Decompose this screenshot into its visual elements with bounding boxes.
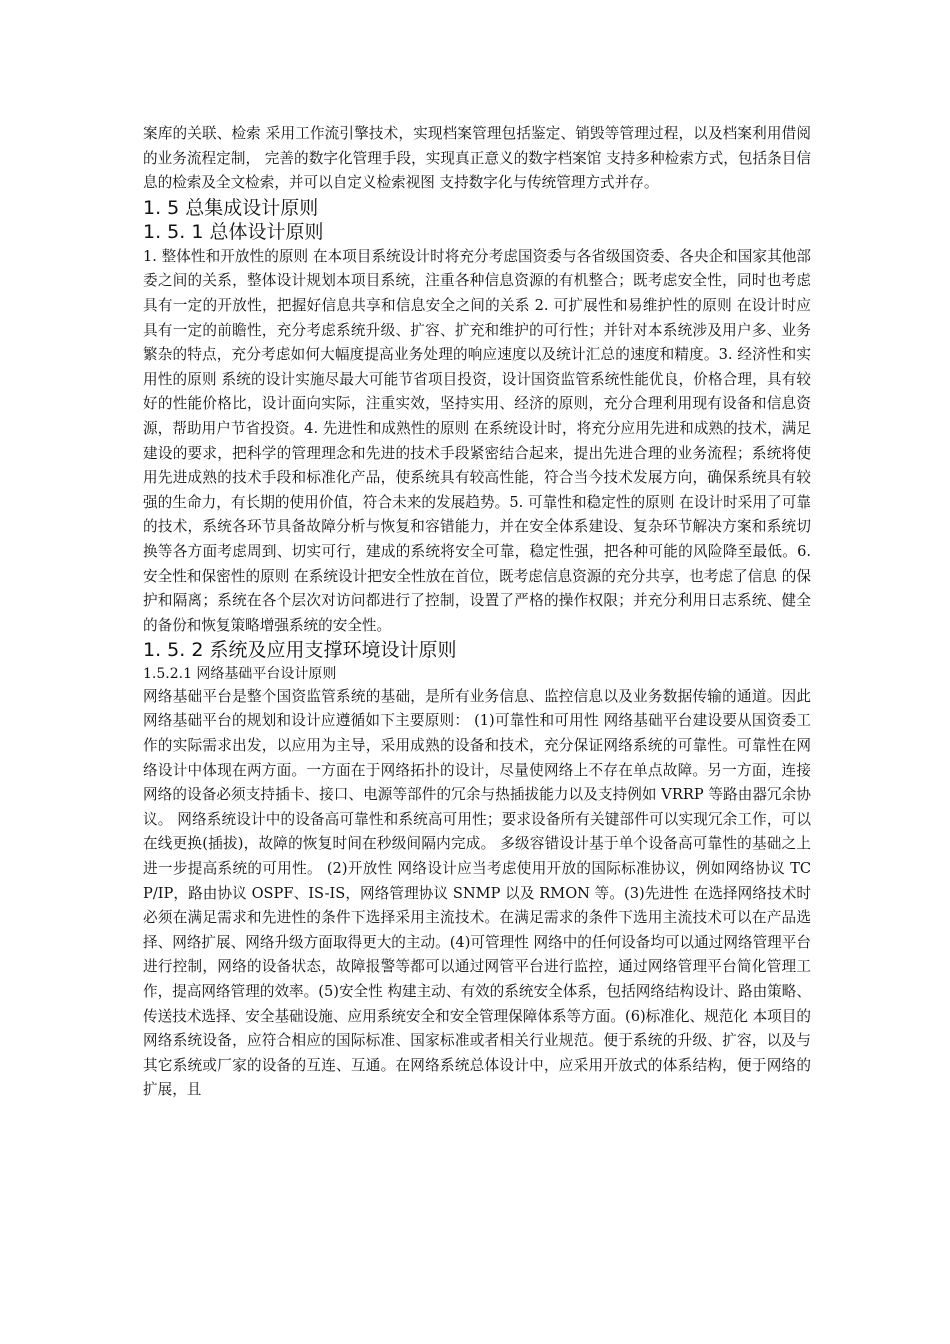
section-1-5-heading: 1. 5 总集成设计原则 bbox=[143, 196, 319, 219]
document-page bbox=[143, 122, 811, 1103]
section-1-5-1-heading: 1. 5. 1 总体设计原则 bbox=[143, 221, 324, 244]
section-1-5-2-1-heading: 1.5.2.1 网络基础平台设计原则 bbox=[143, 665, 337, 682]
intro-paragraph: 案库的关联、检索 采用工作流引擎技术，实现档案管理包括鉴定、销毁等管理过程，以及档案利用借阅的业务流程定制， 完善的数字化管理手段，实现真正意义的数字档案馆 支持多种检索方式，包括条目信息的检索及全文检索，并可以自定义检索视图 支持数字化与传统管理方式并存。 bbox=[143, 125, 811, 192]
section-1-5-2-heading: 1. 5. 2 系统及应用支撑环境设计原则 bbox=[143, 639, 457, 662]
section-1-5-2-1-body: 网络基础平台是整个国资监管系统的基础，是所有业务信息、监控信息以及业务数据传输的通道。因此网络基础平台的规划和设计应遵循如下主要原则： (1)可靠性和可用性 网络基础平台建设要从国资委工作的实际需求出发，以应用为主导，采用成熟的设备和技术，充分保证网络系统的可靠性。可靠性在网络设计中体现在两方面。一方面在于网络拓扑的设计，尽量使网络上不存在单点故障。另一方面，连接网络的设备必须支持插卡、接口、电源等部件的冗余与热插拔能力以及支持例如 VRRP 等路由器冗余协议。 网络系统设计中的设备高可靠性和系统高可用性；要求设备所有关键部件可以实现冗余工作，可以在线更换(插拔)，故障的恢复时间在秒级间隔内完成。 多级容错设计基于单个设备高可靠性的基础之上进一步提高系统的可用性。 (2)开放性 网络设计应当考虑使用开放的国际标准协议，例如网络协议 TCP/IP，路由协议 OSPF、IS-IS，网络管理协议 SNMP 以及 RMON 等。(3)先进性 在选择网络技术时必须在满足需求和先进性的条件下选择采用主流技术。在满足需求的条件下选用主流技术可以在产品选择、网络扩展、网络升级方面取得更大的主动。(4)可管理性 网络中的任何设备均可以通过网络管理平台进行控制，网络的设备状态，故障报警等都可以通过网管平台进行监控，通过网络管理平台简化管理工作，提高网络管理的效率。(5)安全性 构建主动、有效的系统安全体系，包括网络结构设计、路由策略、传送技术选择、安全基础设施、应用系统安全和安全管理保障体系等方面。(6)标准化、规范化 本项目的网络系统设备，应符合相应的国际标准、国家标准或者相关行业规范。便于系统的升级、扩容，以及与其它系统或厂家的设备的互连、互通。在网络系统总体设计中，应采用开放式的体系结构，便于网络的扩展，且 bbox=[143, 687, 811, 1099]
section-1-5-1-body: 1. 整体性和开放性的原则 在本项目系统设计时将充分考虑国资委与各省级国资委、各央企和国家其他部委之间的关系，整体设计规划本项目系统，注重各种信息资源的有机整合；既考虑安全性，同时也考虑具有一定的开放性，把握好信息共享和信息安全之间的关系 2. 可扩展性和易维护性的原则 在设计时应具有一定的前瞻性，充分考虑系统升级、扩容、扩充和维护的可行性；并针对本系统涉及用户多、业务繁杂的特点，充分考虑如何大幅度提高业务处理的响应速度以及统计汇总的速度和精度。3. 经济性和实用性的原则 系统的设计实施尽最大可能节省项目投资，设计国资监管系统性能优良，价格合理，具有较好的性能价格比，设计面向实际，注重实效，坚持实用、经济的原则，充分合理利用现有设备和信息资源，帮助用户节省投资。4. 先进性和成熟性的原则 在系统设计时，将充分应用先进和成熟的技术，满足建设的要求，把科学的管理理念和先进的技术手段紧密结合起来，提出先进合理的业务流程；系统将使用先进成熟的技术手段和标准化产品，使系统具有较高性能，符合当今技术发展方向，确保系统具有较强的生命力，有长期的使用价值，符合未来的发展趋势。5. 可靠性和稳定性的原则 在设计时采用了可靠的技术，系统各环节具备故障分析与恢复和容错能力，并在安全体系建设、复杂环节解决方案和系统切换等各方面考虑周到、切实可行，建成的系统将安全可靠，稳定性强，把各种可能的风险降至最低。6. 安全性和保密性的原则 在系统设计把安全性放在首位，既考虑信息资源的充分共享，也考虑了信息 的保护和隔离；系统在各个层次对访问都进行了控制，设置了严格的操作权限；并充分利用日志系统、健全的备份和恢复策略增强系统的安全性。 bbox=[143, 247, 811, 634]
